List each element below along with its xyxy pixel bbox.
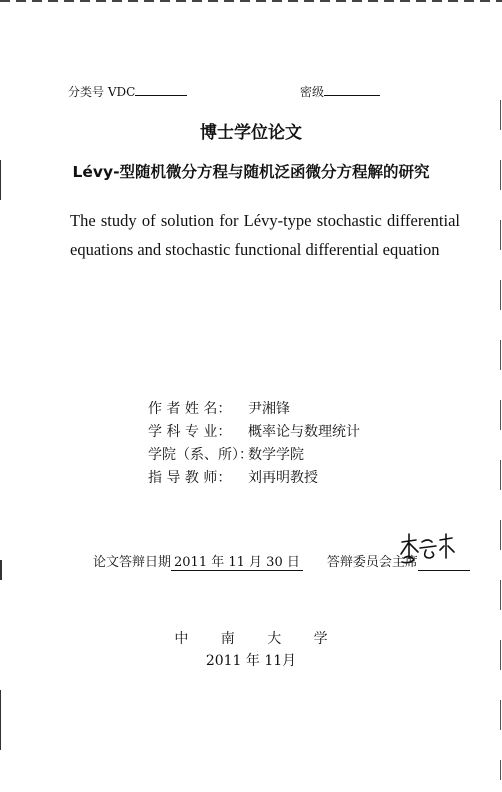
right-edge-mark bbox=[500, 100, 501, 780]
secret-level-line bbox=[300, 82, 380, 100]
left-edge-mark bbox=[0, 690, 1, 750]
info-value: 刘再明教授 bbox=[248, 470, 318, 486]
author-info bbox=[148, 398, 360, 490]
info-label: 学院（系、所）： bbox=[148, 447, 253, 463]
classification-blank bbox=[135, 82, 187, 96]
university-name: 中 南 大 学 bbox=[174, 631, 342, 647]
classification-label: 分类号 VDC bbox=[68, 85, 136, 99]
info-row-author bbox=[148, 398, 360, 421]
info-label: 作 者 姓 名： bbox=[148, 401, 232, 417]
info-value: 数学学院 bbox=[248, 447, 304, 463]
top-edge-mark bbox=[0, 0, 502, 2]
info-label: 指 导 教 师： bbox=[148, 470, 232, 486]
info-row-advisor bbox=[148, 467, 360, 490]
info-value: 概率论与数理统计 bbox=[248, 424, 360, 440]
thesis-title-en: The study of solution for Lévy-type stochastic differential equations and stochastic functional differential equation bbox=[70, 211, 460, 259]
submission-date: 2011 年 11月 bbox=[205, 653, 297, 669]
left-edge-mark bbox=[0, 560, 2, 580]
info-row-school bbox=[148, 444, 360, 467]
secret-label: 密级 bbox=[300, 85, 325, 99]
info-label: 学 科 专 业： bbox=[148, 424, 232, 440]
committee-chair-label: 答辩委员会主席 bbox=[326, 555, 418, 570]
info-row-major bbox=[148, 421, 360, 444]
defense-date: 2011 年 11 月 30 日 bbox=[171, 555, 303, 571]
classification-line bbox=[68, 82, 187, 100]
chair-signature bbox=[396, 528, 456, 570]
defense-date-label: 论文答辩日期 bbox=[93, 555, 172, 570]
info-value: 尹湘锋 bbox=[248, 401, 290, 417]
secret-blank bbox=[324, 82, 380, 96]
thesis-title-cn: Lévy-型随机微分方程与随机泛函微分方程解的研究 bbox=[72, 163, 430, 181]
degree-type: 博士学位论文 bbox=[200, 123, 302, 143]
